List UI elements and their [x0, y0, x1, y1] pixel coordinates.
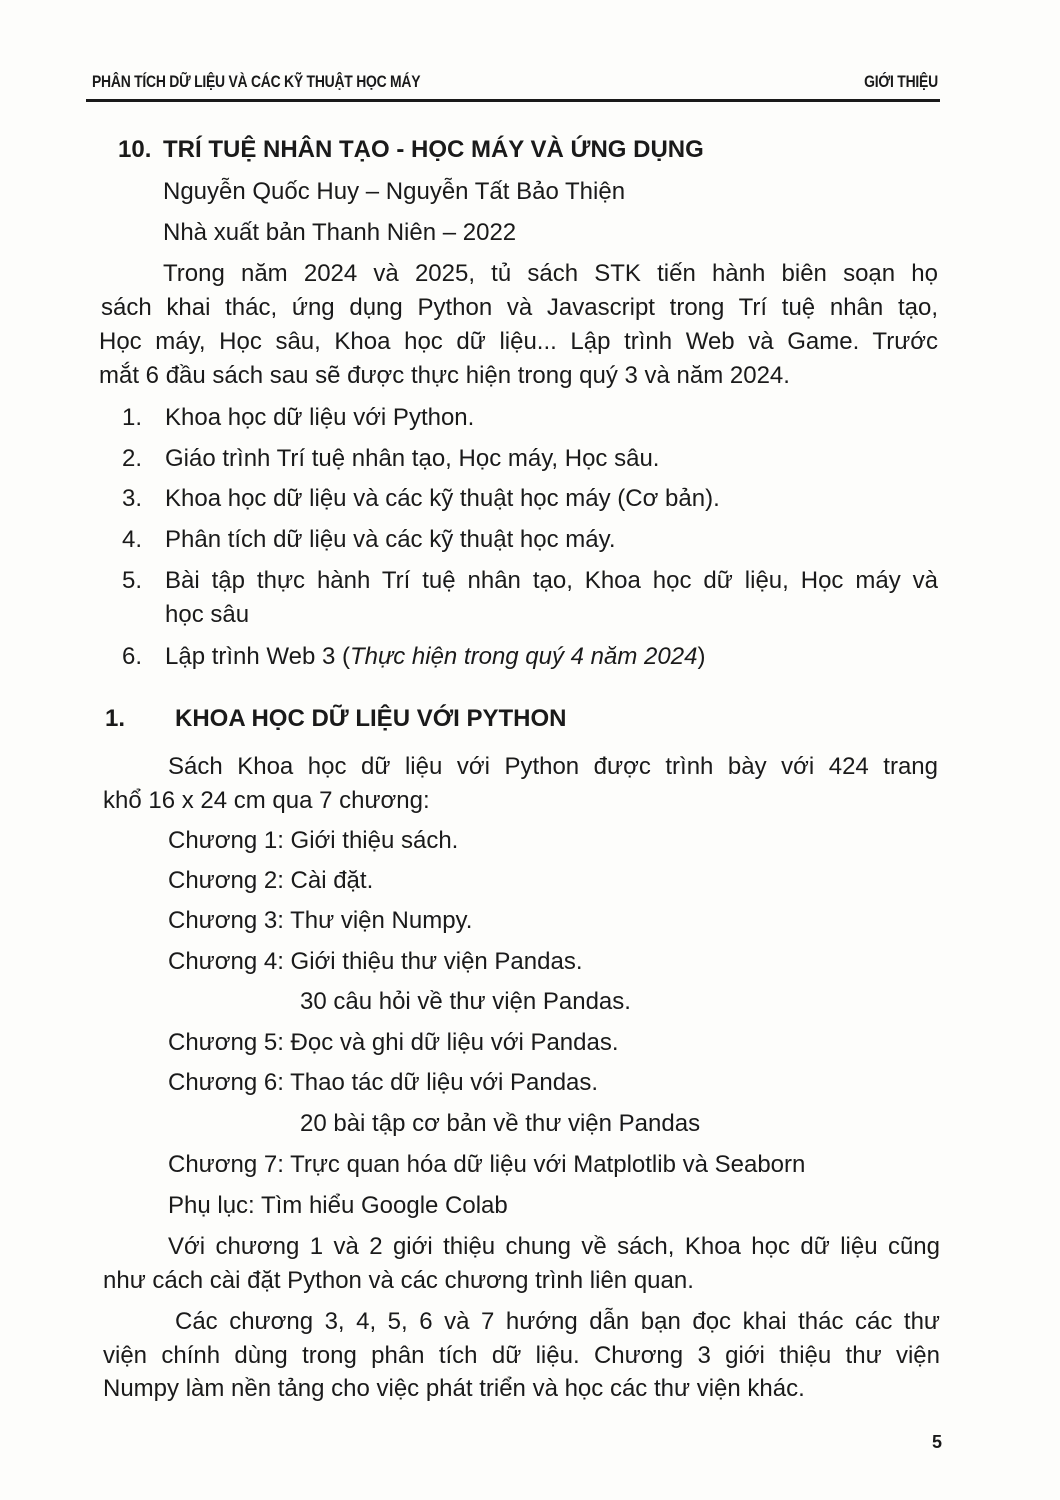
- paragraph-line: sách khai thác, ứng dụng Python và Javascript trong Trí tuệ nhân tạo,: [101, 294, 938, 321]
- chapter-line: Phụ lục: Tìm hiểu Google Colab: [168, 1192, 508, 1219]
- paragraph-line: viện chính dùng trong phân tích dữ liệu. Chương 3 giới thiệu thư viện: [103, 1342, 940, 1369]
- publisher: Nhà xuất bản Thanh Niên – 2022: [163, 219, 517, 246]
- list-item: Khoa học dữ liệu với Python.: [165, 404, 475, 431]
- chapter-subline: 30 câu hỏi về thư viện Pandas.: [300, 988, 631, 1015]
- paragraph-line: Trong năm 2024 và 2025, tủ sách STK tiến hành biên soạn họ: [163, 260, 938, 287]
- list-number: 3.: [122, 485, 143, 512]
- page-number: 5: [932, 1432, 943, 1452]
- chapter-line: Chương 4: Giới thiệu thư viện Pandas.: [168, 948, 583, 975]
- paragraph-line: Với chương 1 và 2 giới thiệu chung về sách, Khoa học dữ liệu cũng: [168, 1233, 940, 1260]
- chapter-line: Chương 3: Thư viện Numpy.: [168, 907, 473, 934]
- paragraph-line: Sách Khoa học dữ liệu với Python được trình bày với 424 trang: [168, 753, 938, 780]
- running-header-section: GIỚI THIỆU: [864, 72, 938, 91]
- list-item: Phân tích dữ liệu và các kỹ thuật học máy.: [165, 526, 616, 553]
- list-number: 1.: [122, 404, 143, 431]
- list-number: 5.: [122, 567, 143, 594]
- list-item: Bài tập thực hành Trí tuệ nhân tạo, Khoa học dữ liệu, Học máy và: [165, 567, 938, 594]
- running-header-title: PHÂN TÍCH DỮ LIỆU VÀ CÁC KỸ THUẬT HỌC MÁY: [92, 72, 421, 91]
- chapter-line: Chương 1: Giới thiệu sách.: [168, 827, 459, 854]
- paragraph-line: Numpy làm nền tảng cho việc phát triển và học các thư viện khác.: [103, 1375, 805, 1402]
- section-number: 10.: [118, 136, 152, 163]
- list-item: [165, 642, 705, 672]
- list-item: Giáo trình Trí tuệ nhân tạo, Học máy, Học sâu.: [165, 445, 660, 472]
- list-item: Khoa học dữ liệu và các kỹ thuật học máy (Cơ bản).: [165, 485, 720, 512]
- list-number: 4.: [122, 526, 143, 553]
- list-item-close: ): [697, 643, 706, 670]
- chapter-line: Chương 2: Cài đặt.: [168, 867, 374, 894]
- paragraph-line: Học máy, Học sâu, Khoa học dữ liệu... Lập trình Web và Game. Trước: [99, 328, 938, 355]
- list-item-note: Thực hiện trong quý 4 năm 2024: [350, 643, 698, 670]
- section-title: KHOA HỌC DỮ LIỆU VỚI PYTHON: [175, 705, 567, 732]
- chapter-line: Chương 6: Thao tác dữ liệu với Pandas.: [168, 1069, 599, 1096]
- paragraph-line: mắt 6 đầu sách sau sẽ được thực hiện trong quý 3 và năm 2024.: [99, 362, 790, 389]
- chapter-line: Chương 5: Đọc và ghi dữ liệu với Pandas.: [168, 1029, 619, 1056]
- paragraph-line: như cách cài đặt Python và các chương trình liên quan.: [103, 1267, 694, 1294]
- list-item-text: Lập trình Web 3 (: [165, 643, 350, 670]
- section-number: 1.: [105, 705, 126, 732]
- paragraph-line: khổ 16 x 24 cm qua 7 chương:: [103, 787, 430, 814]
- chapter-line: Chương 7: Trực quan hóa dữ liệu với Matplotlib và Seaborn: [168, 1151, 806, 1178]
- list-number: 2.: [122, 445, 143, 472]
- list-number: 6.: [122, 643, 143, 670]
- authors: Nguyễn Quốc Huy – Nguyễn Tất Bảo Thiện: [163, 178, 626, 205]
- chapter-subline: 20 bài tập cơ bản về thư viện Pandas: [300, 1110, 701, 1137]
- header-rule: [86, 99, 940, 102]
- list-item-continuation: học sâu: [165, 601, 250, 628]
- paragraph-line: Các chương 3, 4, 5, 6 và 7 hướng dẫn bạn đọc khai thác các thư: [175, 1308, 940, 1335]
- section-title: TRÍ TUỆ NHÂN TẠO - HỌC MÁY VÀ ỨNG DỤNG: [163, 136, 704, 163]
